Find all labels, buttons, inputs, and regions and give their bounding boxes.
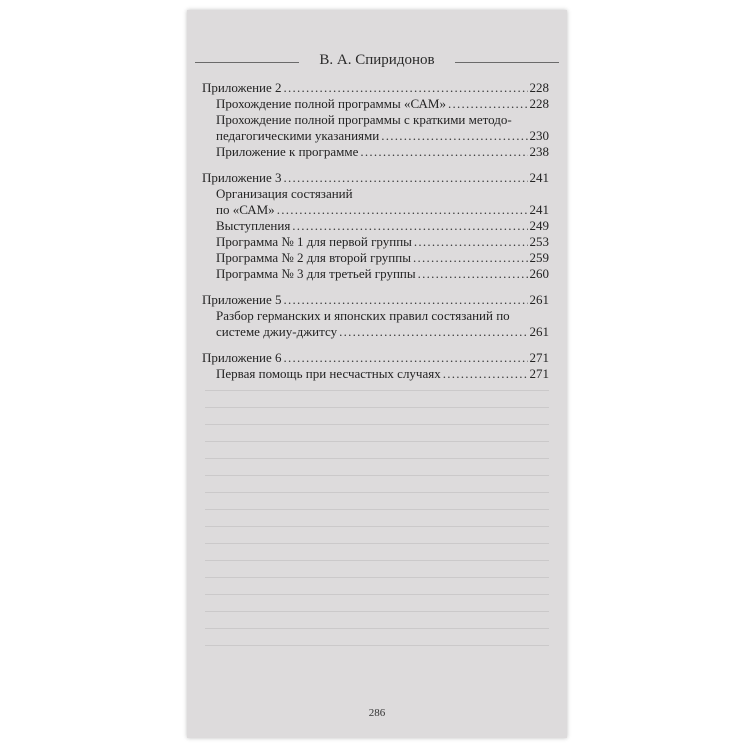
toc-section-title: Приложение 6: [202, 350, 282, 365]
toc-item-title: Приложение к программе: [216, 144, 359, 159]
header-rule-right: [455, 62, 559, 63]
dot-leader: [414, 234, 528, 250]
toc-item-title: Прохождение полной программы «САМ»: [216, 96, 446, 111]
toc-page-number: 261: [529, 292, 549, 307]
dot-leader: [339, 324, 527, 340]
toc-section-title: Приложение 3: [202, 170, 282, 185]
toc-page-number: 238: [529, 144, 549, 159]
toc-page-number: 241: [529, 170, 549, 185]
toc-item-line: [202, 308, 549, 324]
toc-page-number: 249: [529, 218, 549, 233]
dot-leader: [284, 170, 528, 186]
toc-page-number: 260: [529, 266, 549, 281]
toc-item-title: Программа № 2 для второй группы: [216, 250, 411, 265]
toc-page-number: 228: [529, 96, 549, 111]
toc-item-entry[interactable]: [202, 96, 549, 112]
toc-page-number: 261: [529, 324, 549, 339]
toc-section-entry[interactable]: [202, 350, 549, 366]
toc-item-entry[interactable]: [202, 250, 549, 266]
toc-page-number: 241: [529, 202, 549, 217]
running-header: [187, 52, 567, 72]
section-gap: [202, 160, 549, 170]
toc-item-entry[interactable]: [202, 202, 549, 218]
toc-item-title: Программа № 3 для третьей группы: [216, 266, 416, 281]
dot-leader: [277, 202, 528, 218]
toc-item-title: Программа № 1 для первой группы: [216, 234, 412, 249]
page-number: 286: [368, 707, 386, 719]
toc-item-entry[interactable]: [202, 218, 549, 234]
table-of-contents: [202, 80, 549, 382]
toc-item-title: Разбор германских и японских правил состязаний по: [216, 308, 510, 323]
toc-page-number: 230: [529, 128, 549, 143]
dot-leader: [284, 80, 528, 96]
toc-section-entry[interactable]: [202, 292, 549, 308]
toc-section-title: Приложение 5: [202, 292, 282, 307]
toc-item-title: Организация состязаний: [216, 186, 353, 201]
toc-item-title: Первая помощь при несчастных случаях: [216, 366, 441, 381]
toc-item-entry[interactable]: [202, 266, 549, 282]
toc-item-title: Прохождение полной программы с краткими методо-: [216, 112, 512, 127]
toc-item-title: педагогическими указаниями: [216, 128, 380, 143]
header-rule-left: [195, 62, 299, 63]
toc-item-entry[interactable]: [202, 234, 549, 250]
dot-leader: [413, 250, 528, 266]
dot-leader: [292, 218, 527, 234]
book-page: [187, 10, 567, 738]
toc-item-entry[interactable]: [202, 324, 549, 340]
toc-item-entry[interactable]: [202, 366, 549, 382]
dot-leader: [443, 366, 528, 382]
dot-leader: [448, 96, 528, 112]
toc-page-number: 271: [529, 366, 549, 381]
toc-item-line: [202, 186, 549, 202]
toc-page-number: 253: [529, 234, 549, 249]
section-gap: [202, 340, 549, 350]
dot-leader: [381, 128, 527, 144]
toc-page-number: 271: [529, 350, 549, 365]
dot-leader: [284, 350, 528, 366]
toc-item-entry[interactable]: [202, 144, 549, 160]
toc-item-entry[interactable]: [202, 128, 549, 144]
toc-item-line: [202, 112, 549, 128]
toc-item-title: системе джиу-джитсу: [216, 324, 338, 339]
toc-item-title: Выступления: [216, 218, 291, 233]
toc-page-number: 259: [529, 250, 549, 265]
dot-leader: [418, 266, 528, 282]
toc-item-title: по «САМ»: [216, 202, 275, 217]
toc-section-entry[interactable]: [202, 80, 549, 96]
dot-leader: [284, 292, 528, 308]
dot-leader: [360, 144, 527, 160]
show-through-text: [205, 390, 549, 690]
toc-section-entry[interactable]: [202, 170, 549, 186]
running-header-title: В. А. Спиридонов: [319, 52, 435, 68]
toc-section-title: Приложение 2: [202, 80, 282, 95]
toc-page-number: 228: [529, 80, 549, 95]
section-gap: [202, 282, 549, 292]
